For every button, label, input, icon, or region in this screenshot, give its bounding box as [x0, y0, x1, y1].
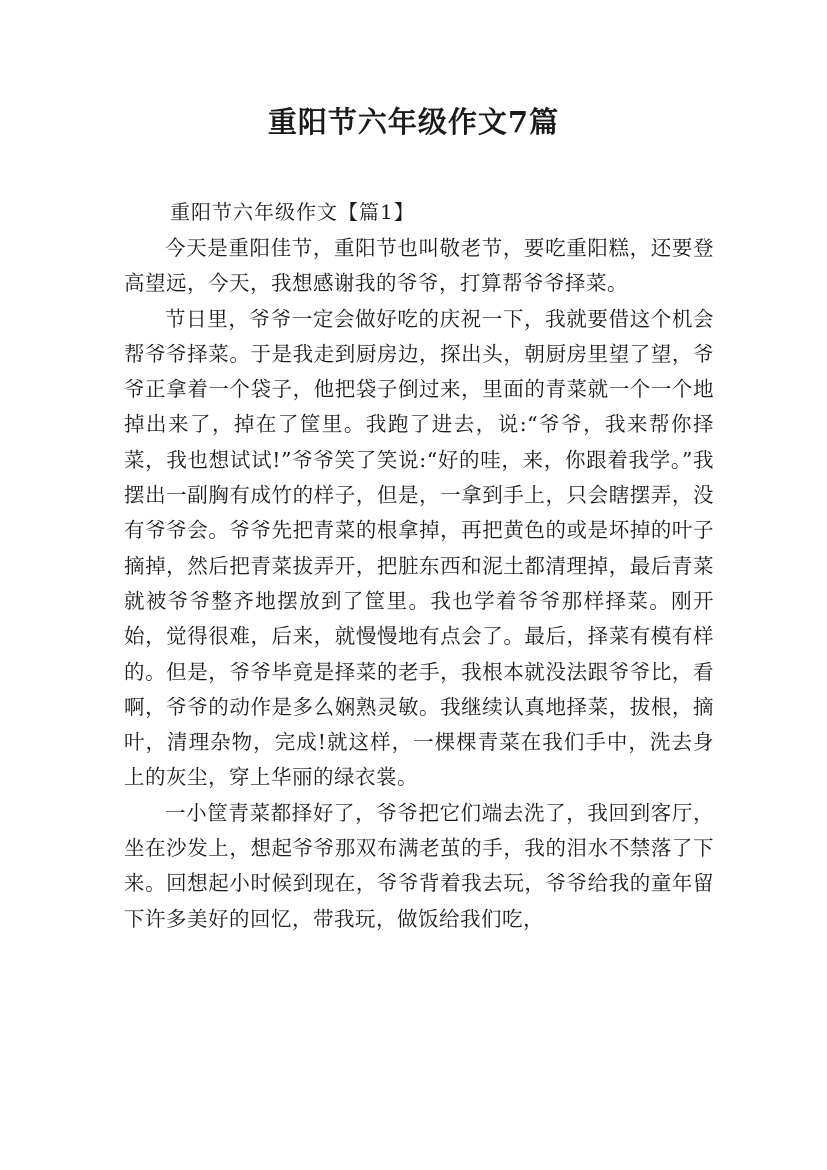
paragraph-2: 节日里，爷爷一定会做好吃的庆祝一下，我就要借这个机会帮爷爷择菜。于是我走到厨房边，探出头，朝厨房里望了望，爷爷正拿着一个袋子，他把袋子倒过来，里面的青菜就一个一个地掉出来了，掉在了筐里。我跑了进去，说:“爷爷，我来帮你择菜，我也想试试!”爷爷笑了笑说:“好的哇，来，你跟着我学。”我摆出一副胸有成竹的样子，但是，一拿到手上，只会瞎摆弄，没有爷爷会。爷爷先把青菜的根拿掉，再把黄色的或是坏掉的叶子摘掉，然后把青菜拔弄开，把脏东西和泥土都清理掉，最后青菜就被爷爷整齐地摆放到了筐里。我也学着爷爷那样择菜。刚开始，觉得很难，后来，就慢慢地有点会了。最后，择菜有模有样的。但是，爷爷毕竟是择菜的老手，我根本就没法跟爷爷比，看啊，爷爷的动作是多么娴熟灵敏。我继续认真地择菜，拔根，摘叶，清理杂物，完成!就这样，一棵棵青菜在我们手中，洗去身上的灰尘，穿上华丽的绿衣裳。: [124, 306, 714, 790]
paragraph-3: 一小筐青菜都择好了，爷爷把它们端去洗了，我回到客厅，坐在沙发上，想起爷爷那双布满老茧的手，我的泪水不禁落了下来。回想起小时候到现在，爷爷背着我去玩，爷爷给我的童年留下许多美好的回忆，带我玩，做饭给我们吃，: [124, 800, 714, 931]
document-title: 重阳节六年级作文7篇: [267, 105, 560, 139]
essay-body: [124, 231, 714, 937]
paragraph-1: 今天是重阳佳节，重阳节也叫敬老节，要吃重阳糕，还要登高望远，今天，我想感谢我的爷爷，打算帮爷爷择菜。: [124, 236, 714, 296]
section-heading: 重阳节六年级作文【篇1】: [170, 200, 415, 224]
